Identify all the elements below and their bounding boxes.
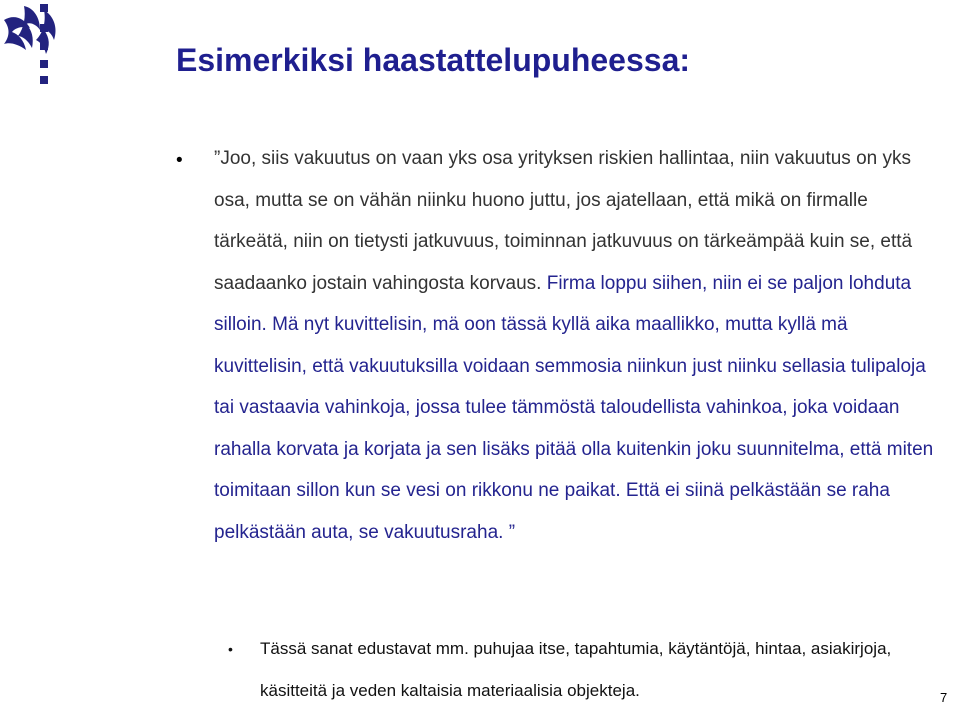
sub-bullet-text: Tässä sanat edustavat mm. puhujaa itse, tapahtumia, käytäntöjä, hintaa, asiakirjoja, käsitteitä ja veden kaltaisia materiaalisia objekteja.	[260, 639, 892, 700]
quote-text-part-2: Firma loppu siihen, niin ei se paljon lohduta silloin. Mä nyt kuvittelisin, mä oon tässä kyllä aika maallikko, mutta kyllä mä kuvittelisin, että vakuutuksilla voidaan semmosia niinkun just niinku sellasia tulipaloja tai vastaavia vahinkoja, jossa tulee tämmöstä taloudellista vahinkoa, joka voidaan rahalla korvata ja korjata ja sen lisäks pitää olla kuitenkin joku suunnitelma, että miten toimitaan sillon kun se vesi on rikkonu ne paikat. Että ei siinä pelkästään se raha pelkästään auta, se vakuutusraha. ”	[214, 272, 934, 543]
sub-bullet-icon: •	[228, 641, 233, 657]
bullet-icon: •	[176, 150, 183, 171]
page-number: 7	[940, 690, 948, 705]
university-logo-icon	[0, 0, 90, 90]
interview-quote	[214, 138, 934, 553]
quote-text-part-1: ”Joo, siis vakuutus on vaan yks osa yrityksen riskien hallintaa, niin vakuutus on yks osa, mutta se on vähän niinku huono juttu, jos ajatellaan, että mikä on firmalle tärkeätä, niin on tietysti jatkuvuus, toiminnan jatkuvuus on tärkeämpää kuin se, että saadaanko jostain vahingosta korvaus.	[214, 148, 913, 294]
slide-title: Esimerkiksi haastattelupuheessa:	[176, 42, 691, 78]
